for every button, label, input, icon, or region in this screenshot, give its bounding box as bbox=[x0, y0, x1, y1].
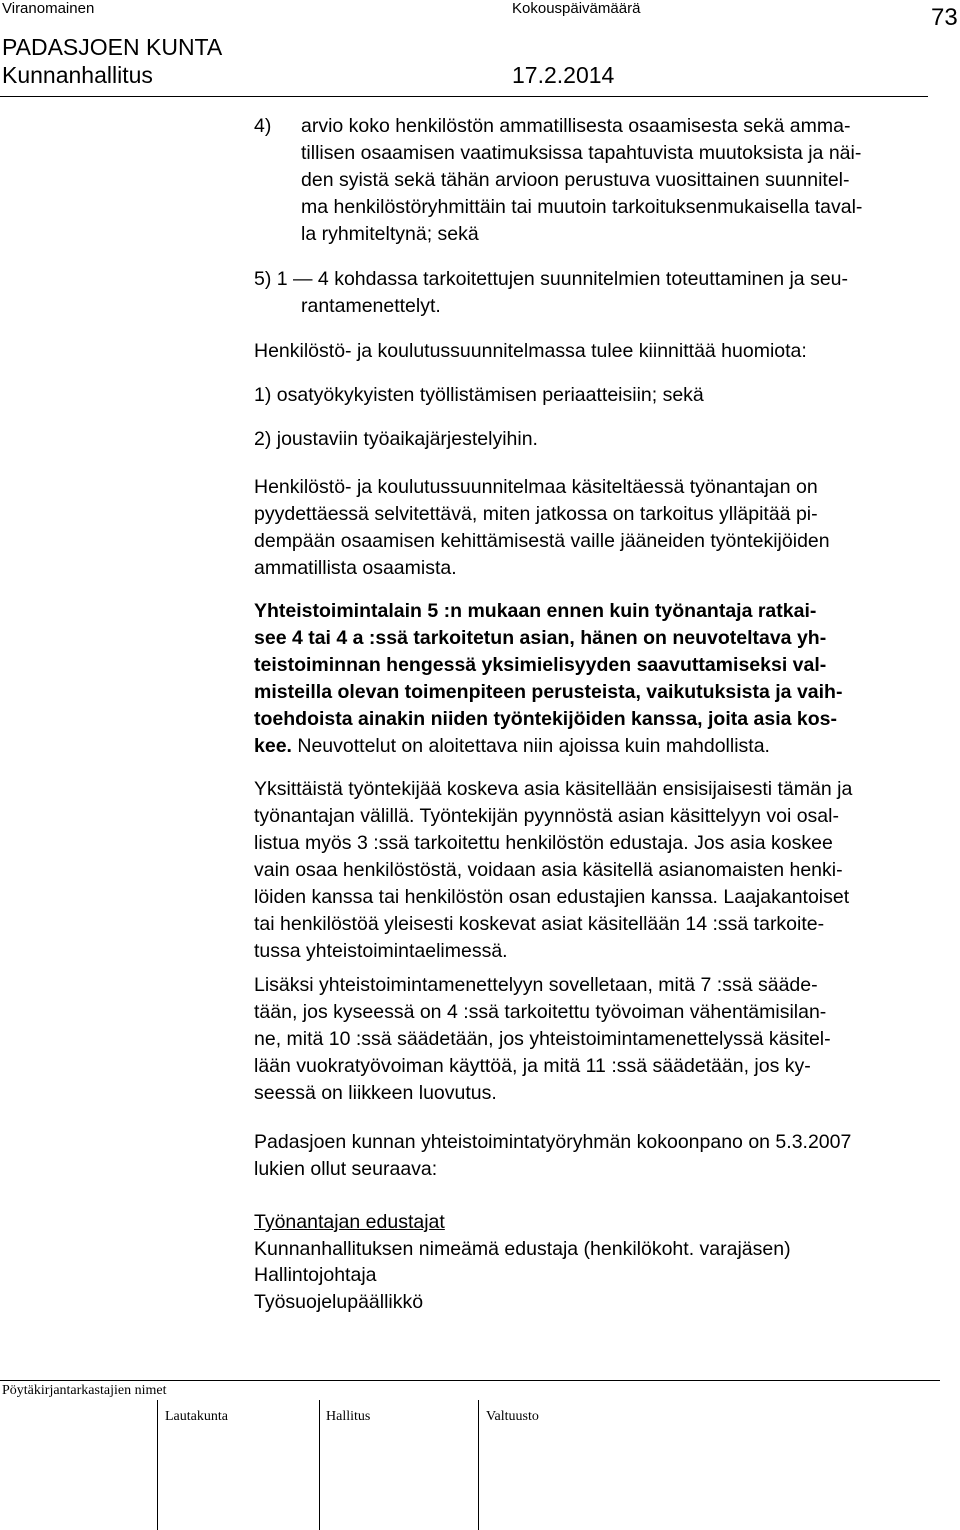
item4-line: la ryhmiteltynä; sekä bbox=[301, 223, 479, 245]
list-item: 1) osatyökykyisten työllistämisen periaatteisiin; sekä bbox=[254, 384, 704, 406]
paragraph-line-mixed bbox=[254, 733, 770, 760]
footer-col-council: Valtuusto bbox=[486, 1409, 539, 1424]
footer-rule bbox=[0, 1380, 940, 1381]
paragraph-line: vain osaa henkilöstöstä, voidaan asia käsitellä asianomaisten henki- bbox=[254, 859, 843, 881]
item5-line: 5) 1 — 4 kohdassa tarkoitettujen suunnitelmien toteuttaminen ja seu- bbox=[254, 268, 849, 290]
header-authority-label: Viranomainen bbox=[2, 0, 95, 17]
paragraph-line: löiden kanssa tai henkilöstön osan edustajien kanssa. Laajakantoiset bbox=[254, 886, 850, 908]
paragraph-line: Lisäksi yhteistoimintamenettelyyn sovelletaan, mitä 7 :ssä sääde- bbox=[254, 974, 818, 996]
paragraph-line: pyydettäessä selvitettävä, miten jatkossa on tarkoitus ylläpitää pi- bbox=[254, 503, 818, 525]
bold-paragraph-line: Yhteistoimintalain 5 :n mukaan ennen kuin työnantaja ratkai- bbox=[254, 600, 817, 622]
bold-paragraph-line: toehdoista ainakin niiden työntekijöiden kanssa, joita asia kos- bbox=[254, 708, 837, 730]
meeting-date: 17.2.2014 bbox=[512, 62, 615, 88]
normal-run: Neuvottelut on aloitettava niin ajoissa kuin mahdollista. bbox=[291, 735, 770, 757]
page-number: 73 bbox=[931, 4, 958, 31]
footer-col-board: Lautakunta bbox=[165, 1409, 228, 1424]
item4-line: arvio koko henkilöstön ammatillisesta osaamisesta sekä amma- bbox=[301, 115, 851, 137]
paragraph-line: ne, mitä 10 :ssä säädetään, jos yhteistoimintamenettelyssä käsitel- bbox=[254, 1028, 831, 1050]
footer-divider bbox=[157, 1400, 158, 1530]
header-rule bbox=[0, 96, 928, 97]
authority-name: Kunnanhallitus bbox=[2, 62, 153, 88]
footer-col-government: Hallitus bbox=[326, 1409, 371, 1424]
bold-paragraph-line: teistoiminnan hengessä yksimielisyyden saavuttamiseksi val- bbox=[254, 654, 827, 676]
municipality-name: PADASJOEN KUNTA bbox=[2, 34, 223, 60]
paragraph-line: tussa yhteistoimintaelimessä. bbox=[254, 940, 508, 962]
paragraph-line: listua myös 3 :ssä tarkoitettu henkilöstön edustaja. Jos asia koskee bbox=[254, 832, 833, 854]
bold-run: kee. bbox=[254, 735, 292, 757]
paragraph-line: lukien ollut seuraava: bbox=[254, 1158, 438, 1180]
list-item: 2) joustaviin työaikajärjestelyihin. bbox=[254, 428, 538, 450]
bold-paragraph-line: misteilla olevan toimenpiteen perusteista, vaikutuksista ja vaih- bbox=[254, 681, 843, 703]
signers-label: Pöytäkirjantarkastajien nimet bbox=[2, 1383, 167, 1398]
paragraph-line: lään vuokratyövoiman käyttöä, ja mitä 11 :ssä säädetään, jos ky- bbox=[254, 1055, 811, 1077]
item4-line: tillisen osaamisen vaatimuksissa tapahtuvista muutoksista ja näi- bbox=[301, 142, 862, 164]
paragraph-line: Padasjoen kunnan yhteistoimintatyöryhmän kokoonpano on 5.3.2007 bbox=[254, 1131, 852, 1153]
footer-divider bbox=[319, 1400, 320, 1530]
group-heading: Työnantajan edustajat bbox=[254, 1211, 445, 1233]
item4-line: den syistä sekä tähän arvioon perustuva vuosittainen suunnitel- bbox=[301, 169, 850, 191]
footer-divider bbox=[478, 1400, 479, 1530]
item5-line: rantamenettelyt. bbox=[301, 295, 441, 317]
bold-paragraph-line: see 4 tai 4 a :ssä tarkoitetun asian, hänen on neuvoteltava yh- bbox=[254, 627, 827, 649]
paragraph-line: tai henkilöstöä yleisesti koskevat asiat käsitellään 14 :ssä tarkoite- bbox=[254, 913, 825, 935]
header-meeting-date-label: Kokouspäivämäärä bbox=[512, 0, 641, 17]
group-member: Hallintojohtaja bbox=[254, 1264, 377, 1286]
paragraph-line: tään, jos kyseessä on 4 :ssä tarkoitettu työvoiman vähentämisilan- bbox=[254, 1001, 827, 1023]
item4-line: ma henkilöstöryhmittäin tai muutoin tarkoituksenmukaisella taval- bbox=[301, 196, 863, 218]
paragraph-line: ammatillista osaamista. bbox=[254, 557, 457, 579]
paragraph-line: työnantajan välillä. Työntekijän pyynnöstä asian käsittelyyn voi osal- bbox=[254, 805, 839, 827]
group-member: Kunnanhallituksen nimeämä edustaja (henkilökoht. varajäsen) bbox=[254, 1238, 791, 1260]
paragraph-line: Henkilöstö- ja koulutussuunnitelmaa käsiteltäessä työnantajan on bbox=[254, 476, 818, 498]
paragraph-line: Yksittäistä työntekijää koskeva asia käsitellään ensisijaisesti tämän ja bbox=[254, 778, 853, 800]
paragraph-line: seessä on liikkeen luovutus. bbox=[254, 1082, 497, 1104]
item4-number: 4) bbox=[254, 115, 272, 137]
group-member: Työsuojelupäällikkö bbox=[254, 1291, 424, 1313]
paragraph-line: dempään osaamisen kehittämisestä vaille jääneiden työntekijöiden bbox=[254, 530, 830, 552]
paragraph-intro: Henkilöstö- ja koulutussuunnitelmassa tulee kiinnittää huomiota: bbox=[254, 340, 807, 362]
